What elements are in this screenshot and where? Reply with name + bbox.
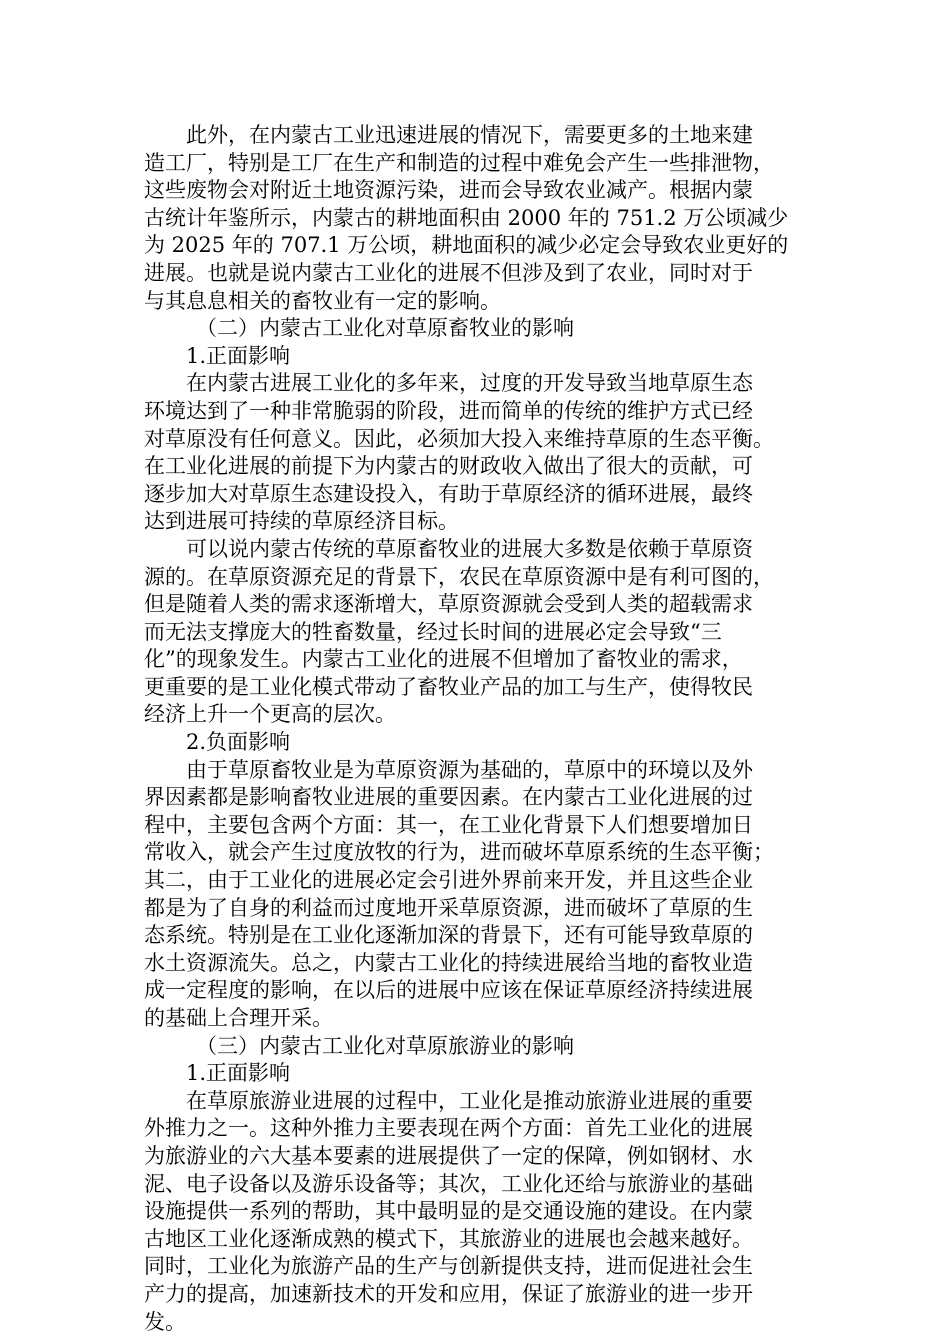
paragraph-line: 发。 — [144, 1309, 186, 1334]
subsection-heading: 1.正面影响 — [186, 343, 291, 368]
paragraph-line: 由于草原畜牧业是为草原资源为基础的，草原中的环境以及外 — [186, 757, 753, 782]
paragraph-line: 造工厂，特别是工厂在生产和制造的过程中难免会产生一些排泄物， — [144, 150, 774, 175]
paragraph-line: 泥、电子设备以及游乐设备等；其次，工业化还给与旅游业的基础 — [144, 1171, 753, 1196]
paragraph-line: 环境达到了一种非常脆弱的阶段，进而简单的传统的维护方式已经 — [144, 398, 753, 423]
paragraph-line: 水土资源流失。总之，内蒙古工业化的持续进展给当地的畜牧业造 — [144, 950, 753, 975]
paragraph-line: 都是为了自身的利益而过度地开采草原资源，进而破坏了草原的生 — [144, 895, 753, 920]
section-heading: （二）内蒙古工业化对草原畜牧业的影响 — [196, 316, 574, 341]
paragraph-line: 常收入，就会产生过度放牧的行为，进而破坏草原系统的生态平衡； — [144, 840, 774, 865]
paragraph-line: 的基础上合理开采。 — [144, 1006, 333, 1030]
paragraph-line: 此外，在内蒙古工业迅速进展的情况下，需要更多的土地来建 — [186, 123, 753, 147]
subsection-heading: 1.正面影响 — [186, 1061, 291, 1086]
paragraph-line: 在草原旅游业进展的过程中，工业化是推动旅游业进展的重要 — [186, 1088, 753, 1113]
paragraph-line: 而无法支撑庞大的牲畜数量，经过长时间的进展必定会导致“三 — [144, 619, 722, 644]
paragraph-line: 化”的现象发生。内蒙古工业化的进展不但增加了畜牧业的需求， — [144, 647, 743, 672]
paragraph-line: 可以说内蒙古传统的草原畜牧业的进展大多数是依赖于草原资 — [186, 536, 753, 561]
paragraph-line: 程中，主要包含两个方面：其一，在工业化背景下人们想要增加日 — [144, 812, 753, 837]
paragraph-line: 界因素都是影响畜牧业进展的重要因素。在内蒙古工业化进展的过 — [144, 785, 753, 810]
paragraph-line: 与其息息相关的畜牧业有一定的影响。 — [144, 288, 501, 313]
body-text — [144, 122, 804, 1336]
paragraph-line: 更重要的是工业化模式带动了畜牧业产品的加工与生产，使得牧民 — [144, 674, 753, 699]
paragraph-line: 同时，工业化为旅游产品的生产与创新提供支持，进而促进社会生 — [144, 1254, 753, 1279]
paragraph-line: 产力的提高，加速新技术的开发和应用，保证了旅游业的进一步开 — [144, 1281, 753, 1306]
paragraph-line: 外推力之一。这种外推力主要表现在两个方面：首先工业化的进展 — [144, 1116, 753, 1141]
paragraph-line: 进展。也就是说内蒙古工业化的进展不但涉及到了农业，同时对于 — [144, 260, 753, 285]
paragraph-line: 态系统。特别是在工业化逐渐加深的背景下，还有可能导致草原的 — [144, 923, 753, 948]
paragraph-line: 设施提供一系列的帮助，其中最明显的是交通设施的建设。在内蒙 — [144, 1199, 753, 1224]
paragraph-line: 逐步加大对草原生态建设投入，有助于草原经济的循环进展，最终 — [144, 481, 753, 506]
paragraph-line: 成一定程度的影响，在以后的进展中应该在保证草原经济持续进展 — [144, 978, 753, 1003]
paragraph-line: 这些废物会对附近土地资源污染，进而会导致农业减产。根据内蒙 — [144, 178, 753, 203]
paragraph-line: 对草原没有任何意义。因此，必须加大投入来维持草原的生态平衡。 — [144, 426, 774, 451]
paragraph-line: 在工业化进展的前提下为内蒙古的财政收入做出了很大的贡献，可 — [144, 454, 753, 479]
paragraph-line: 为 2025 年的 707.1 万公顷，耕地面积的减少必定会导致农业更好的 — [144, 233, 789, 258]
paragraph-line: 但是随着人类的需求逐渐增大，草原资源就会受到人类的超载需求 — [144, 592, 753, 617]
paragraph-line: 源的。在草原资源充足的背景下，农民在草原资源中是有利可图的， — [144, 564, 774, 589]
paragraph-line: 达到进展可持续的草原经济目标。 — [144, 509, 459, 534]
paragraph-line: 古统计年鉴所示，内蒙古的耕地面积由 2000 年的 751.2 万公顷减少 — [144, 205, 789, 230]
section-heading: （三）内蒙古工业化对草原旅游业的影响 — [196, 1033, 574, 1058]
paragraph-line: 为旅游业的六大基本要素的进展提供了一定的保障，例如钢材、水 — [144, 1143, 753, 1168]
paragraph-line: 古地区工业化逐渐成熟的模式下，其旅游业的进展也会越来越好。 — [144, 1226, 753, 1251]
paragraph-line: 经济上升一个更高的层次。 — [144, 702, 396, 727]
subsection-heading: 2.负面影响 — [186, 730, 291, 755]
paragraph-line: 在内蒙古进展工业化的多年来，过度的开发导致当地草原生态 — [186, 371, 753, 396]
paragraph-line: 其二，由于工业化的进展必定会引进外界前来开发，并且这些企业 — [144, 868, 753, 893]
